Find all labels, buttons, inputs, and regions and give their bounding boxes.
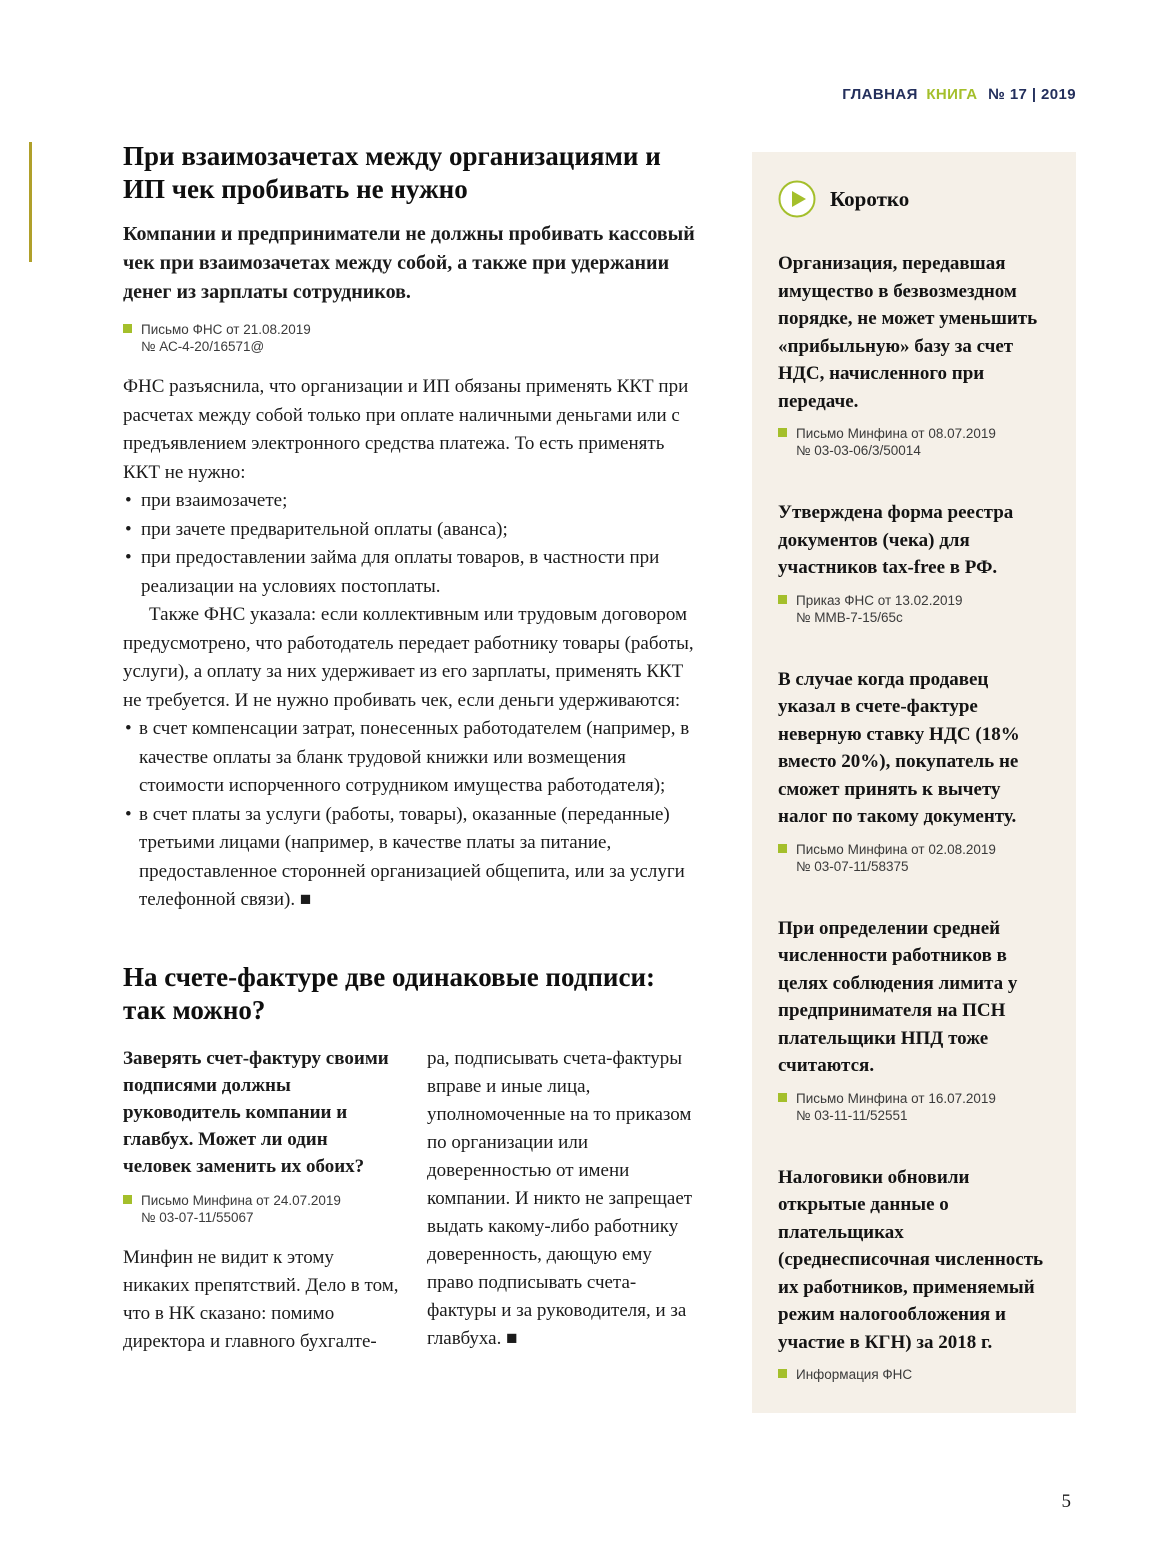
reference-line-2: № ММВ-7-15/65с bbox=[796, 609, 903, 625]
main-column bbox=[123, 140, 703, 1413]
article-paragraph: ра, подписывать счета-фактуры вправе и иные лица, уполномоченные на то приказом по организации или доверенностью от имени компании. И никто не запрещает выдать какому-либо работнику доверенность, дающую ему право подписывать счета-фактуры и за руководителя, и за главбуха. ■ bbox=[427, 1047, 693, 1349]
reference-line-2: № 03-07-11/58375 bbox=[796, 858, 909, 874]
news-item bbox=[778, 499, 1050, 626]
source-reference bbox=[778, 425, 1050, 459]
source-reference bbox=[123, 1192, 399, 1226]
news-text: Утверждена форма реестра документов (чека) для участников tax-free в РФ. bbox=[778, 502, 1014, 578]
sidebar-korotko bbox=[752, 152, 1076, 1413]
bullet-item: • при предоставлении займа для оплаты товаров, в частности при реализации на условиях постоплаты. bbox=[123, 544, 703, 601]
bullet-list bbox=[123, 715, 703, 915]
source-reference bbox=[778, 592, 1050, 626]
reference-square-icon bbox=[778, 595, 787, 604]
left-accent-bar bbox=[29, 142, 32, 262]
article-lead: Заверять счет-фактуру своими подписями должны руководитель компании и главбух. Может ли один человек заменить их обоих? bbox=[123, 1047, 389, 1177]
bullet-item: • при взаимозачете; bbox=[123, 487, 703, 516]
bullet-list bbox=[123, 487, 703, 601]
sidebar-title: Коротко bbox=[830, 186, 910, 211]
news-item bbox=[778, 666, 1050, 875]
source-reference bbox=[778, 841, 1050, 875]
reference-line-1: Письмо ФНС от 21.08.2019 bbox=[141, 322, 311, 337]
reference-square-icon bbox=[778, 844, 787, 853]
reference-text bbox=[141, 1192, 341, 1226]
bullet-item: • в счет компенсации затрат, понесенных работодателем (например, в качестве оплаты за бланк трудовой книжки или возмещения стоимости испорченного сотрудником имущества работодателя); bbox=[123, 715, 703, 801]
reference-line-1: Письмо Минфина от 16.07.2019 bbox=[796, 1090, 996, 1106]
two-column-text bbox=[123, 1045, 703, 1356]
page-number: 5 bbox=[1061, 1491, 1071, 1512]
reference-text bbox=[141, 321, 311, 355]
bullet-item: • в счет платы за услуги (работы, товары), оказанные (переданные) третьими лицами (например, в качестве платы за питание, предоставленное сторонней организацией общепита, или за услуги телефонной связи). ■ bbox=[123, 801, 703, 915]
source-reference bbox=[123, 321, 703, 355]
reference-line-1: Приказ ФНС от 13.02.2019 bbox=[796, 592, 963, 608]
reference-text bbox=[796, 1366, 912, 1383]
brand-glavnaya: ГЛАВНАЯ bbox=[842, 86, 918, 103]
article-title: На счете-фактуре две одинаковые подписи: так можно? bbox=[123, 961, 656, 1025]
reference-square-icon bbox=[778, 428, 787, 437]
reference-text bbox=[796, 1090, 996, 1124]
reference-square-icon bbox=[778, 1093, 787, 1102]
reference-line-2: № 03-11-11/52551 bbox=[796, 1107, 908, 1123]
reference-square-icon bbox=[123, 324, 132, 333]
news-text: Налоговики обновили открытые данные о плательщиках (среднесписочная численность их работников, применяемый режим налогообложения и участие в КГН) за 2018 г. bbox=[778, 1166, 1044, 1353]
issue-number: № 17 | 2019 bbox=[988, 86, 1076, 103]
reference-line-2: № 03-07-11/55067 bbox=[141, 1209, 254, 1225]
news-item bbox=[778, 1164, 1050, 1384]
news-text: При определении средней численности работников в целях соблюдения лимита у предпринимателя на ПСН плательщики НПД тоже считаются. bbox=[778, 917, 1018, 1076]
article-paragraph: Также ФНС указала: если коллективным или трудовым договором предусмотрено, что работодатель передает работнику товары (работы, услуги), а оплату за них удерживает из его зарплаты, применять ККТ не требуется. И не нужно пробивать чек, если деньги удерживаются: bbox=[123, 604, 694, 711]
news-item bbox=[778, 250, 1050, 459]
article-paragraph: Минфин не видит к этому никаких препятствий. Дело в том, что в НК сказано: помимо директора и главного бухгалте- bbox=[123, 1246, 399, 1352]
reference-line-1: Информация ФНС bbox=[796, 1367, 913, 1382]
news-item bbox=[778, 915, 1050, 1124]
article-kkt-offsets bbox=[123, 140, 703, 915]
reference-text bbox=[796, 425, 996, 459]
play-icon bbox=[778, 180, 816, 218]
article-paragraph: ФНС разъяснила, что организации и ИП обязаны применять ККТ при расчетах между собой только при оплате наличными деньгами или с предъявлением электронного средства платежа. То есть применять ККТ не нужно: bbox=[123, 376, 689, 483]
page-header bbox=[842, 86, 1076, 103]
bullet-item: • при зачете предварительной оплаты (аванса); bbox=[123, 516, 703, 545]
page-content bbox=[123, 140, 1076, 1413]
column-right bbox=[427, 1045, 703, 1356]
column-left bbox=[123, 1045, 399, 1356]
brand-kniga: КНИГА bbox=[926, 86, 978, 103]
reference-line-2: № АС-4-20/16571@ bbox=[141, 339, 265, 354]
news-text: Организация, передавшая имущество в безвозмездном порядке, не может уменьшить «прибыльную» базу за счет НДС, начисленного при передаче. bbox=[778, 253, 1038, 412]
reference-line-1: Письмо Минфина от 24.07.2019 bbox=[141, 1192, 341, 1208]
article-invoice-signatures bbox=[123, 961, 703, 1356]
reference-line-1: Письмо Минфина от 02.08.2019 bbox=[796, 841, 996, 857]
article-lead: Компании и предприниматели не должны пробивать кассовый чек при взаимозачетах между собой, а также при удержании денег из зарплаты сотрудников. bbox=[123, 223, 695, 303]
sidebar-header bbox=[778, 180, 1050, 218]
reference-line-2: № 03-03-06/3/50014 bbox=[796, 443, 921, 458]
reference-square-icon bbox=[123, 1195, 132, 1204]
reference-text bbox=[796, 592, 962, 626]
source-reference bbox=[778, 1090, 1050, 1124]
reference-text bbox=[796, 841, 996, 875]
reference-line-1: Письмо Минфина от 08.07.2019 bbox=[796, 426, 996, 441]
news-text: В случае когда продавец указал в счете-фактуре неверную ставку НДС (18% вместо 20%), покупатель не сможет принять к вычету налог по такому документу. bbox=[778, 668, 1020, 827]
article-title: При взаимозачетах между организациями и ИП чек пробивать не нужно bbox=[123, 141, 661, 204]
source-reference bbox=[778, 1366, 1050, 1383]
reference-square-icon bbox=[778, 1369, 787, 1378]
